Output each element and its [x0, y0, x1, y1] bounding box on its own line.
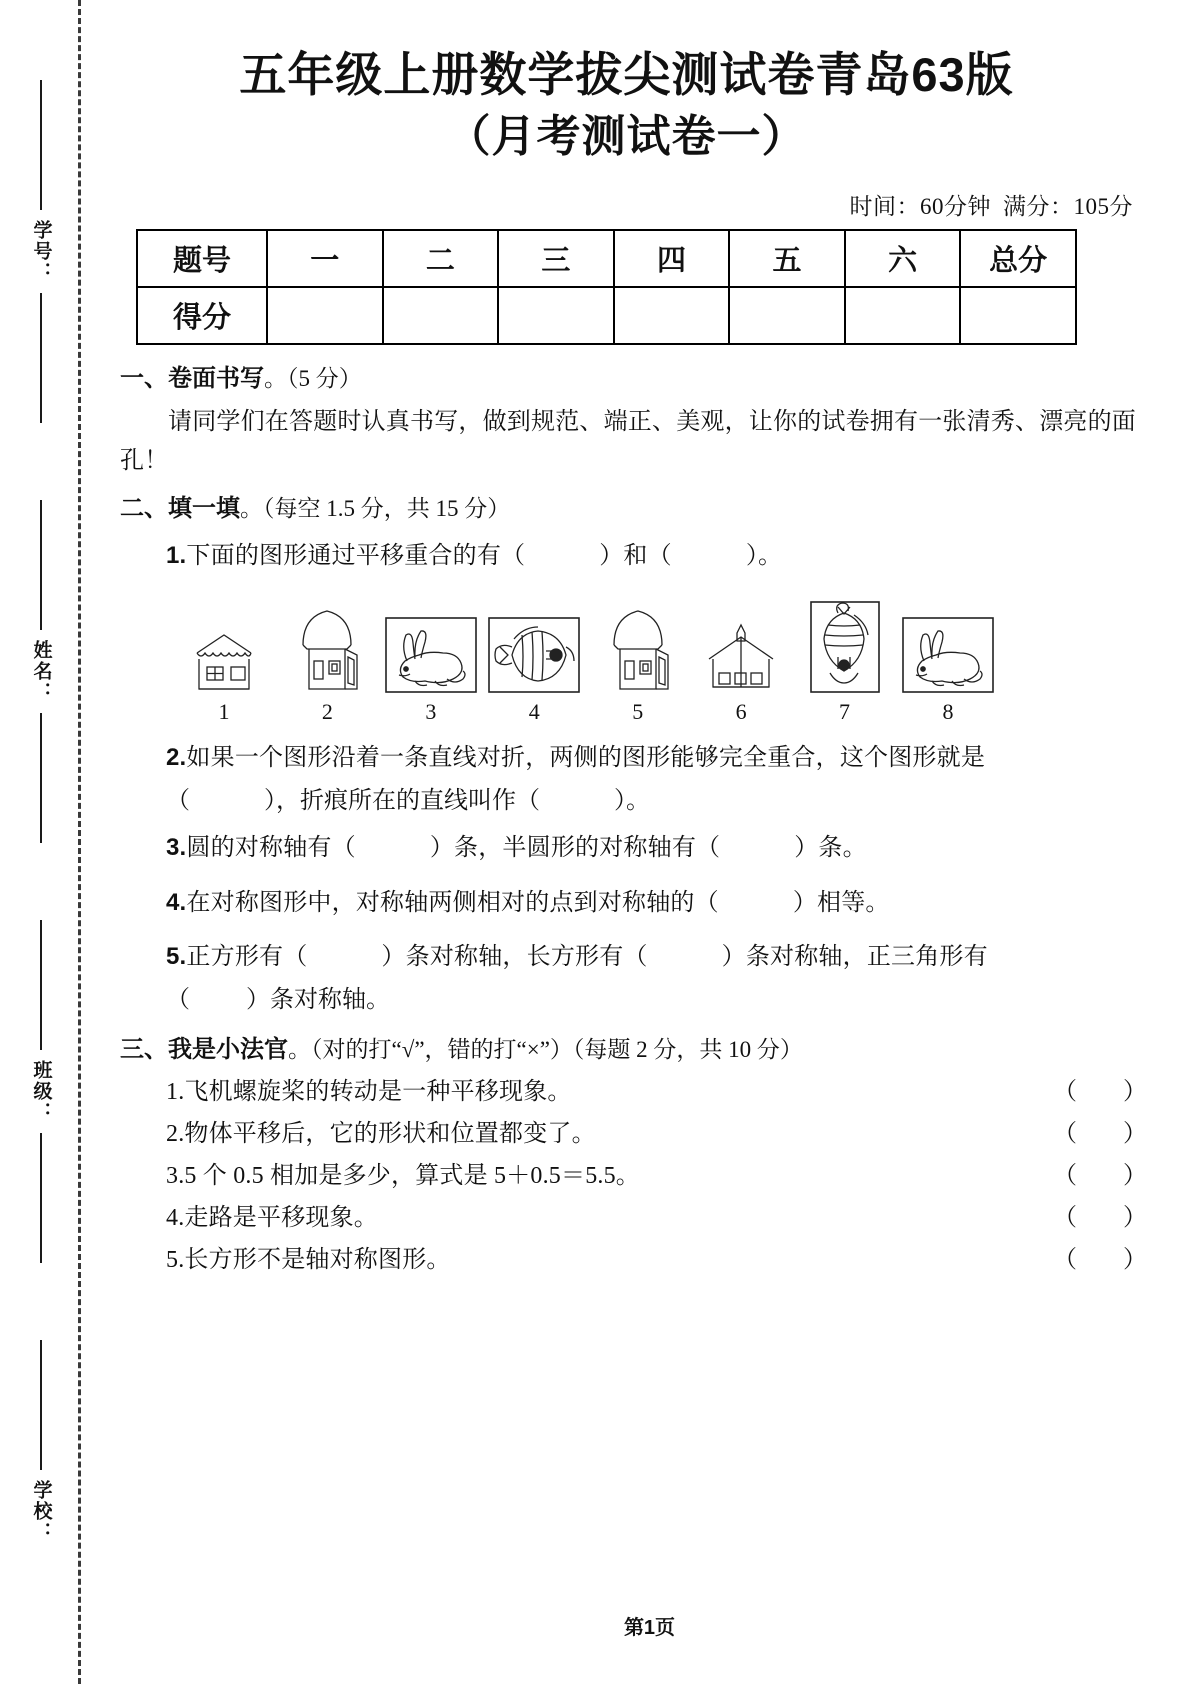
fish-rotated-icon: [810, 601, 880, 693]
paren-close: ）: [1123, 1121, 1147, 1148]
margin-rule: [40, 713, 42, 843]
paren-open: （: [1053, 1247, 1077, 1274]
fill-question-2-line2: [166, 789, 1161, 813]
fish-icon: [488, 601, 580, 693]
margin-block-xuehao: [18, 80, 64, 423]
margin-block-banji: [18, 920, 64, 1263]
score-input-3[interactable]: [498, 287, 614, 344]
figure-item-5: [590, 601, 686, 723]
margin-block-xingming: [18, 500, 64, 843]
table-row-score: [137, 287, 1076, 344]
exam-content: [114, 367, 1161, 1272]
dashed-seal-line: [78, 0, 81, 1684]
section-2-note: 。（每空 1.5 分，共 15 分）: [240, 496, 511, 522]
figure-item-8: [900, 601, 996, 723]
house-round-icon: [596, 601, 680, 693]
cell-section-1: 一: [267, 230, 383, 287]
section-heading-1: [120, 367, 1161, 391]
figure-item-3: [383, 601, 479, 723]
figure-item-2: [279, 601, 375, 723]
cell-section-6: 六: [845, 230, 961, 287]
question-text-line1: 如果一个图形沿着一条直线对折，两侧的图形能够完全重合，这个图形就是: [186, 745, 986, 772]
exam-meta: [114, 188, 1133, 221]
title-block: [114, 0, 1161, 164]
paren-open: （: [1053, 1205, 1077, 1232]
truefalse-item-5: [166, 1248, 1161, 1272]
question-number: 1.: [166, 1079, 185, 1106]
score-input-total[interactable]: [960, 287, 1076, 344]
truefalse-statement: 飞机螺旋桨的转动是一种平移现象。: [184, 1079, 572, 1106]
figure-label: 3: [425, 699, 437, 725]
truefalse-answer-box[interactable]: [1053, 1248, 1161, 1272]
question-text-a: 圆的对称轴有（: [186, 835, 356, 862]
score-table: [136, 229, 1077, 345]
figure-label: 1: [218, 699, 230, 725]
fill-question-2: [166, 739, 1161, 777]
margin-rule: [40, 920, 42, 1050]
question-text-c: ）。: [745, 543, 783, 570]
question-text-c: ）条对称轴，正三角形有: [721, 943, 988, 970]
fill-question-4: [166, 884, 1161, 922]
margin-rule: [40, 80, 42, 210]
truefalse-answer-box[interactable]: [1053, 1080, 1161, 1104]
margin-label-school: 学校：: [30, 1480, 52, 1543]
question-number: 4.: [166, 1205, 185, 1232]
table-row-header: [137, 230, 1076, 287]
house-round-icon: [285, 601, 369, 693]
truefalse-text: [166, 1248, 451, 1272]
margin-label-student-id: 学号：: [30, 220, 52, 283]
paren-close: ）: [1123, 1205, 1147, 1232]
paren-close: ）: [1123, 1079, 1147, 1106]
truefalse-item-2: [166, 1122, 1161, 1146]
question-number: 5.: [166, 1247, 185, 1274]
section-1-paragraph: 请同学们在答题时认真书写，做到规范、端正、美观，让你的试卷拥有一张清秀、漂亮的面孔！: [120, 409, 1136, 475]
figure-label: 6: [735, 699, 747, 725]
truefalse-statement: 长方形不是轴对称图形。: [184, 1247, 451, 1274]
question-text-b: ）相等。: [792, 889, 890, 916]
paren-open: （: [1053, 1121, 1077, 1148]
margin-label-name: 姓名：: [30, 640, 52, 703]
score-input-5[interactable]: [729, 287, 845, 344]
question-number: 3.: [166, 1163, 185, 1190]
rabbit-icon: [902, 601, 994, 693]
page-title: 五年级上册数学拔尖测试卷青岛63版: [239, 48, 1014, 101]
section-2-title: 二、填一填: [120, 495, 240, 523]
truefalse-item-4: [166, 1206, 1161, 1230]
fill-question-5: [166, 938, 1161, 976]
cell-score-label: 得分: [137, 287, 267, 344]
paren-close: ）: [1123, 1163, 1147, 1190]
question-text-a: 在对称图形中，对称轴两侧相对的点到对称轴的（: [186, 889, 719, 916]
truefalse-item-3: [166, 1164, 1161, 1188]
house-snow-icon: [185, 601, 263, 693]
figure-item-6: [693, 601, 789, 723]
figure-item-1: [176, 601, 272, 723]
cell-section-4: 四: [614, 230, 730, 287]
cell-section-2: 二: [383, 230, 499, 287]
time-limit-label: 时间：60分钟: [849, 194, 991, 220]
score-input-6[interactable]: [845, 287, 961, 344]
paren-close: ）: [1123, 1247, 1147, 1274]
figure-label: 4: [528, 699, 540, 725]
question-text-c: ）条。: [794, 835, 867, 862]
question-number: 5.: [166, 942, 187, 970]
paren-open: （: [1053, 1079, 1077, 1106]
truefalse-statement: 物体平移后，它的形状和位置都变了。: [184, 1121, 596, 1148]
figure-item-4: [486, 601, 582, 723]
truefalse-statement: 5 个 0.5 相加是多少，算式是 5＋0.5＝5.5。: [184, 1163, 641, 1190]
truefalse-statement: 走路是平移现象。: [184, 1205, 379, 1232]
truefalse-text: [166, 1080, 572, 1104]
section-heading-3: [120, 1038, 1161, 1062]
question-text-b: ）条对称轴。: [246, 987, 390, 1014]
truefalse-answer-box[interactable]: [1053, 1206, 1161, 1230]
page-footer: [108, 1611, 1191, 1640]
truefalse-answer-box[interactable]: [1053, 1164, 1161, 1188]
question-number: 2.: [166, 1121, 185, 1148]
page-subtitle: （月考测试卷一）: [446, 112, 807, 162]
cell-section-5: 五: [729, 230, 845, 287]
question-text-b: ），折痕所在的直线叫作（: [264, 788, 540, 815]
paren-open: （: [1053, 1163, 1077, 1190]
margin-rule: [40, 500, 42, 630]
question-text-a: （: [166, 788, 190, 815]
fill-question-1: [166, 537, 1161, 575]
cell-question-no-label: 题号: [137, 230, 267, 287]
fill-question-5-line2: [166, 988, 1161, 1012]
question-text-a: 下面的图形通过平移重合的有（: [186, 543, 526, 570]
sealing-margin: [0, 0, 108, 1684]
truefalse-item-1: [166, 1080, 1161, 1104]
question-number: 3.: [166, 834, 187, 862]
question-text-c: ）。: [614, 788, 650, 815]
total-score-label: 满分：105分: [1003, 194, 1133, 220]
section-3-note: 。（对的打“√”，错的打“×”）（每题 2 分，共 10 分）: [288, 1037, 803, 1063]
figure-label: 2: [321, 699, 333, 725]
section-1-note: 。（5 分）: [264, 366, 362, 392]
section-3-title: 三、我是小法官: [120, 1036, 288, 1064]
figure-label: 7: [839, 699, 851, 725]
figure-item-7: [797, 601, 893, 723]
question-text-a: （: [166, 987, 190, 1014]
truefalse-text: [166, 1206, 378, 1230]
margin-rule: [40, 293, 42, 423]
exam-page: [108, 0, 1191, 1684]
section-1-title: 一、卷面书写: [120, 365, 264, 393]
question-number: 1.: [166, 542, 187, 570]
truefalse-text: [166, 1122, 596, 1146]
fill-question-3: [166, 829, 1161, 867]
margin-block-xuexiao: [18, 1340, 64, 1553]
question-number: 4.: [166, 888, 187, 916]
margin-rule: [40, 1133, 42, 1263]
truefalse-answer-box[interactable]: [1053, 1122, 1161, 1146]
question-text-b: ）条，半圆形的对称轴有（: [429, 835, 721, 862]
house-barn-icon: [699, 601, 783, 693]
margin-label-class: 班级：: [30, 1060, 52, 1123]
question-text-b: ）和（: [599, 543, 672, 570]
margin-rule: [40, 1340, 42, 1470]
page-number: 第1页: [623, 1617, 676, 1639]
question-text-b: ）条对称轴，长方形有（: [381, 943, 648, 970]
question-text-a: 正方形有（: [186, 943, 308, 970]
truefalse-text: [166, 1164, 640, 1188]
rabbit-icon: [385, 601, 477, 693]
figure-label: 5: [632, 699, 644, 725]
question-number: 2.: [166, 744, 187, 772]
score-input-1[interactable]: [267, 287, 383, 344]
score-input-4[interactable]: [614, 287, 730, 344]
figure-label: 8: [942, 699, 954, 725]
figure-row: [176, 601, 996, 723]
cell-section-3: 三: [498, 230, 614, 287]
cell-total-label: 总分: [960, 230, 1076, 287]
score-input-2[interactable]: [383, 287, 499, 344]
section-heading-2: [120, 497, 1161, 521]
